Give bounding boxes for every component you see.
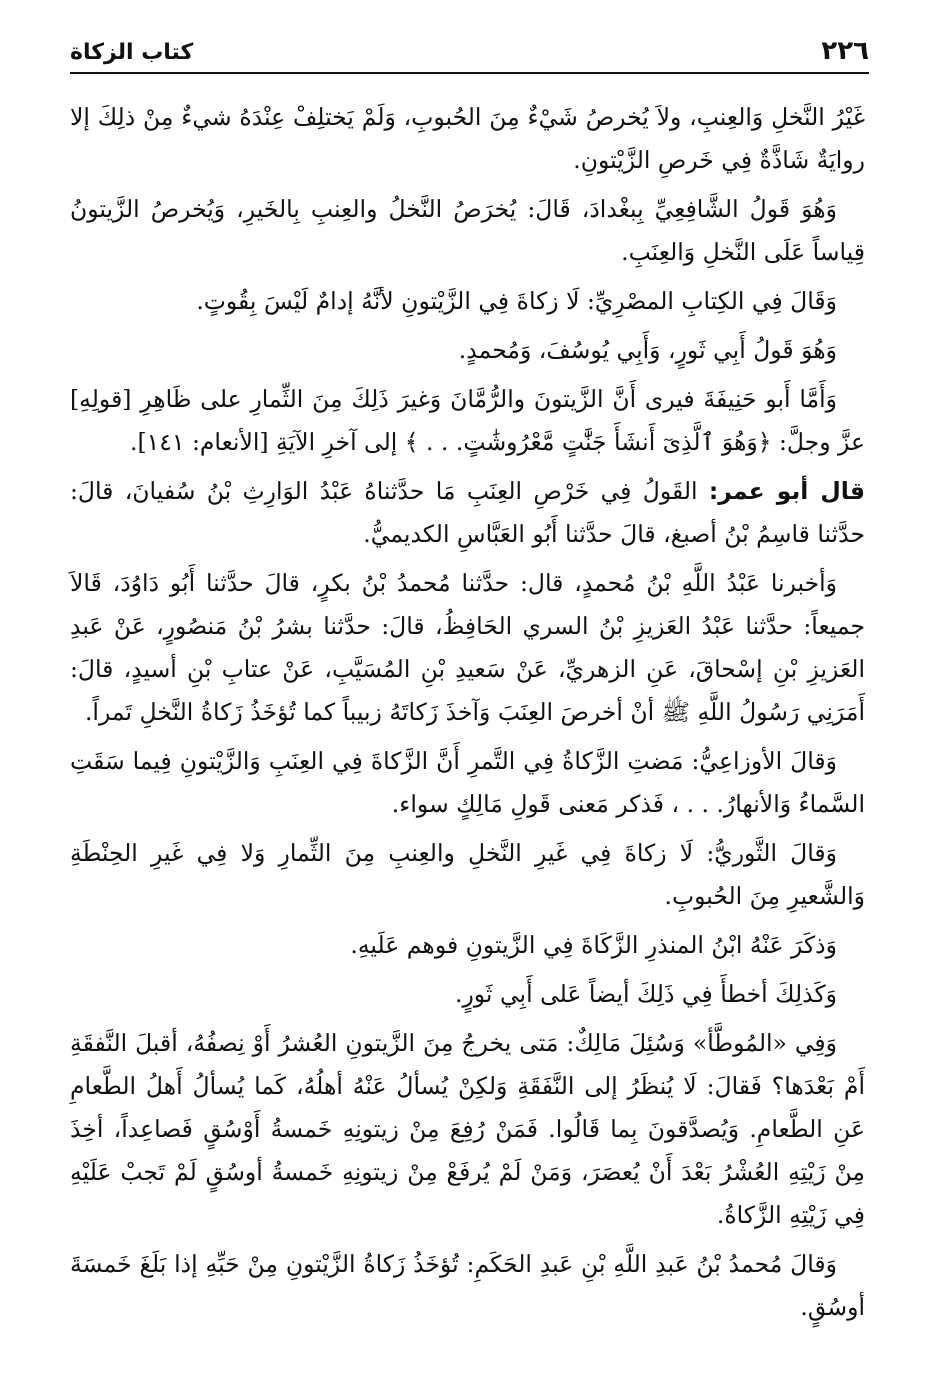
paragraph-12 [70,1022,865,1237]
paragraph-4 [70,329,865,372]
paragraph-text: غَيْرُ النَّخلِ وَالعِنبِ، ولاَ يُخرصُ شَيْءٌ مِنَ الحُبوبِ، وَلَمْ يَختلِفْ عِنْدَهُ شيءٌ مِنْ ذلِكَ إلا روايَةٌ شَاذَّةٌ فِي خَرصِ الزَّيْتونِ. [70,103,865,174]
page-header [70,30,869,74]
paragraph-8 [70,740,865,826]
paragraph-11 [70,973,865,1016]
paragraph-text: وَهُوَ قَولُ الشَّافِعِيِّ بِبغْدادَ، قَالَ: يُخرَصُ النَّخلُ والعِنبِ بِالخَيرِ، وَيُخرصُ الزَّيتونُ قِياساً عَلَى النَّخلِ وَالعِنَبِ. [70,195,865,266]
paragraph-5 [70,378,865,464]
paragraph-2 [70,188,865,274]
paragraph-lead: قال أبو عمر: [708,477,866,505]
paragraph-text: وَهُوَ قَولُ أَبِي ثَورٍ، وَأَبِي يُوسُفَ، وَمُحمدٍ. [458,336,837,364]
paragraph-text: وَفِي «المُوطَّأ» وَسُئِلَ مَالِكٌ: مَتى يخرجُ مِنَ الزَّيتونِ العُشرُ أَوْ نِصفُهُ، أقبلَ النَّفقَةِ أَمْ بَعْدَها؟ فَقالَ: لَا يُنظَرُ إلى النَّفَقَةِ وَلكِنْ يُسألُ عَنْهُ أهلُهُ، كَما يُسألُ أَهلُ الطَّعامِ عَنِ الطَّعامِ. وَيُصدَّقونَ بِما قَالُوا. فَمَنْ رُفِعَ مِنْ زيتونِهِ خَمسةُ أَوْسُقٍ فَصاعِداً، أخِذَ مِنْ زَيْتِهِ العُشْرُ بَعْدَ أَنْ يُعصَرَ، وَمَنْ لَمْ يُرفَعْ مِنْ زيتونِهِ خَمسةُ أوسُقٍ لَمْ تَجبْ عَلَيْهِ فِي زَيْتِهِ الزَّكاةُ. [70,1029,865,1229]
paragraph-text: وَكَذلِكَ أخطأَ فِي ذَلِكَ أيضاً عَلى أَبِي ثَورٍ. [454,980,837,1008]
paragraph-10 [70,924,865,967]
paragraph-text: وَقالَ مُحمدُ بْنُ عَبدِ اللَّهِ بْنِ عَبدِ الحَكَمِ: تُؤخَذُ زَكاةُ الزَّيْتونِ مِنْ حَبِّهِ إذا بَلَغَ خَمسَةَ أوسُقٍ. [70,1250,865,1321]
paragraph-text: القَولُ فِي خَرْصِ العِنَبِ مَا حدَّثناهُ عَبْدُ الوَارِثِ بْنُ سُفيانَ، قالَ: حدَّثنا قاسِمُ بْنُ أصبغ، قالَ حدَّثنا أَبُو العَبَّاسِ الكديميُّ. [70,477,865,548]
paragraph-1 [70,96,865,182]
paragraph-6 [70,470,865,556]
paragraph-text: وَقالَ الأوزاعِيُّ: مَضتِ الزَّكاةُ فِي التَّمرِ أَنَّ الزَّكاةَ فِي العِنَبِ وَالزَّيْتونِ فِيما سَقَتِ السَّماءُ وَالأنهارُ. . . ، فَذكر مَعنى قَولِ مَالِكٍ سواء. [70,747,865,818]
paragraph-text: وَقالَ الثَّوريُّ: لَا زكاةَ فِي غَيرِ النَّخلِ والعِنبِ مِنَ الثِّمارِ وَلا فِي غَيرِ الحِنْطَةِ وَالشَّعيرِ مِنَ الحُبوبِ. [70,839,865,910]
paragraph-13 [70,1243,865,1329]
paragraph-text: وَذكَرَ عَنْهُ ابْنُ المنذرِ الزَّكَاةَ فِي الزَّيتونِ فوهم عَلَيهِ. [350,931,837,959]
paragraph-text: وَقَالَ فِي الكِتابِ المصْرِيِّ: لَا زكاةَ فِي الزَّيْتونِ لأنَّهُ إدامٌ لَيْسَ بِقُوتٍ. [196,287,837,315]
paragraph-text: وَأَمَّا أَبو حَنِيفَةَ فيرى أَنَّ الزَّيتونَ والرُّمَّانَ وَغيرَ ذَلِكَ مِنَ الثِّمارِ على ظَاهِرِ [قولِهِ] عزَّ وجلَّ: ﴿وَهُوَ ٱلَّذِىٓ أَنشَأَ جَنَّٰتٍ مَّعْرُوشَٰتٍ. . . ﴾ إلى آخرِ الآيَةِ [الأنعام: ١٤١]. [70,385,865,456]
page-number: ٢٢٦ [821,36,869,66]
paragraph-7 [70,562,865,734]
paragraph-3 [70,280,865,323]
running-title: كتاب الزكاة [70,40,194,65]
paragraph-9 [70,832,865,918]
paragraph-text: وَأخبرنا عَبْدُ اللَّهِ بْنُ مُحمدٍ، قال: حدَّثنا مُحمدُ بْنُ بكرٍ، قالَ حدَّثنا أَبُو دَاوُدَ، قَالاَ جميعاً: حدَّثنا عَبْدُ العَزيزِ بْنُ السري الحَافِظُ، قالَ: حدَّثنا بشرُ بْنُ مَنصُورٍ، عَنْ عَبدِ العَزيزِ بْنِ إسْحاقَ، عَنِ الزهريِّ، عَنْ سَعيدِ بْنِ المُسَيَّبِ، عَنْ عتابِ بْنِ أسيدٍ، قالَ: أَمَرَنِي رَسُولُ اللَّهِ ﷺ أنْ أخرصَ العِنَبَ وَآخذَ زَكاتَهُ زبيباً كما تُؤخَذُ زَكاةُ النَّخلِ تَمراً. [70,569,865,726]
page-body [70,96,865,1329]
